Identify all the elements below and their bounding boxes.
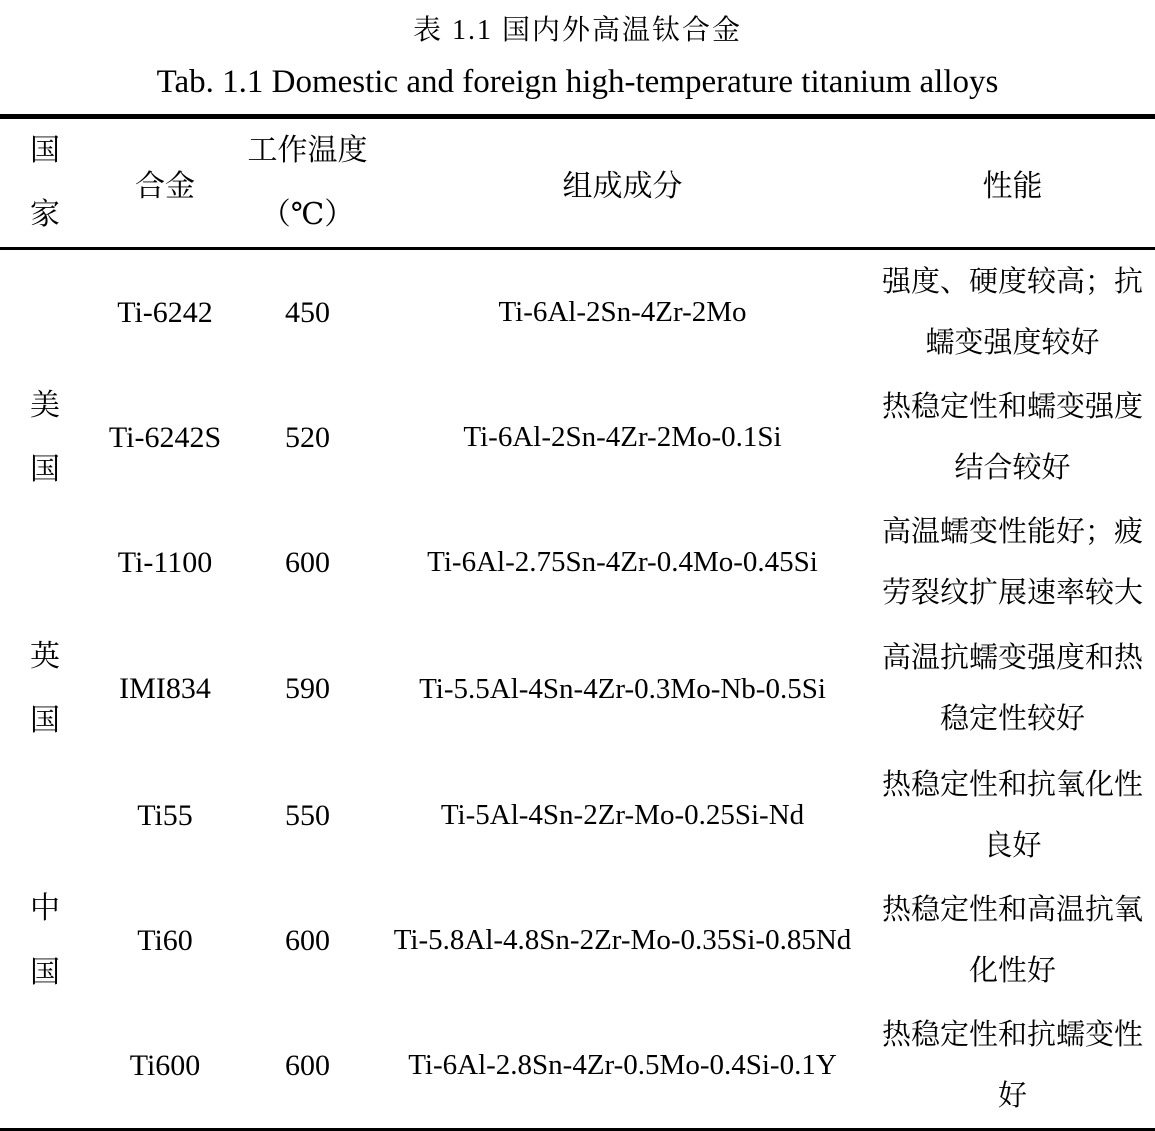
temperature-cell: 600 bbox=[285, 923, 330, 957]
header-row bbox=[0, 117, 1155, 249]
col-header-composition: 组成成分 bbox=[562, 170, 683, 203]
table-row bbox=[0, 500, 1155, 625]
performance-cell bbox=[870, 249, 1155, 376]
temperature-cell: 590 bbox=[285, 672, 330, 705]
country-cell bbox=[0, 753, 90, 1131]
performance-line1: 高温蠕变性能好；疲 bbox=[881, 515, 1143, 548]
performance-cell bbox=[870, 500, 1155, 625]
composition-cell: Ti-5.5Al-4Sn-4Zr-0.3Mo-Nb-0.5Si bbox=[419, 672, 826, 705]
performance-line1: 强度、硬度较高；抗 bbox=[881, 265, 1143, 298]
col-header-temperature-line1: 工作温度 bbox=[247, 134, 368, 167]
performance-line2: 化性好 bbox=[968, 954, 1056, 987]
performance-line1: 热稳定性和高温抗氧 bbox=[881, 893, 1143, 926]
alloy-cell: Ti60 bbox=[137, 923, 193, 957]
alloy-cell: Ti600 bbox=[129, 1048, 201, 1082]
composition-cell: Ti-5.8Al-4.8Sn-2Zr-Mo-0.35Si-0.85Nd bbox=[393, 924, 852, 956]
alloy-cell: Ti-6242 bbox=[117, 295, 213, 329]
performance-cell bbox=[870, 625, 1155, 753]
table-caption-en: Tab. 1.1 Domestic and foreign high-temperature titanium alloys bbox=[156, 64, 999, 100]
temperature-cell: 600 bbox=[285, 1048, 330, 1082]
composition-cell: Ti-6Al-2Sn-4Zr-2Mo bbox=[498, 296, 747, 328]
performance-line1: 高温抗蠕变强度和热 bbox=[881, 642, 1143, 674]
composition-cell: Ti-6Al-2.8Sn-4Zr-0.5Mo-0.4Si-0.1Y bbox=[408, 1049, 837, 1081]
country-cell bbox=[0, 249, 90, 626]
temperature-cell: 600 bbox=[285, 545, 330, 579]
performance-line2: 结合较好 bbox=[954, 451, 1071, 484]
performance-cell bbox=[870, 1003, 1155, 1131]
temperature-cell: 550 bbox=[285, 798, 330, 832]
table-row bbox=[0, 753, 1155, 878]
temperature-cell: 520 bbox=[285, 420, 330, 454]
col-header-temperature bbox=[240, 117, 375, 249]
performance-line2: 好 bbox=[997, 1079, 1027, 1112]
performance-line2: 良好 bbox=[983, 829, 1042, 862]
temperature-cell: 450 bbox=[285, 295, 330, 329]
alloy-cell: Ti-1100 bbox=[117, 545, 213, 579]
table-row bbox=[0, 375, 1155, 500]
col-header-performance: 性能 bbox=[982, 170, 1043, 203]
country-label: 中国 bbox=[30, 891, 60, 989]
performance-line2: 劳裂纹扩展速率较大 bbox=[881, 576, 1143, 609]
country-label: 英国 bbox=[30, 640, 60, 737]
col-header-country bbox=[0, 117, 90, 249]
alloy-cell: Ti55 bbox=[137, 798, 193, 832]
performance-line2: 稳定性较好 bbox=[939, 703, 1085, 735]
table-row bbox=[0, 1003, 1155, 1131]
performance-cell bbox=[870, 375, 1155, 500]
performance-line1: 热稳定性和蠕变强度 bbox=[881, 390, 1143, 423]
country-cell bbox=[0, 625, 90, 753]
table-row bbox=[0, 625, 1155, 753]
table-caption-zh: 表 1.1 国内外高温钛合金 bbox=[412, 15, 742, 46]
composition-cell: Ti-5Al-4Sn-2Zr-Mo-0.25Si-Nd bbox=[440, 799, 805, 831]
alloy-table bbox=[0, 114, 1155, 1131]
col-header-alloy: 合金 bbox=[135, 170, 195, 203]
performance-line2: 蠕变强度较好 bbox=[925, 326, 1100, 359]
col-header-country-label: 国家 bbox=[30, 134, 60, 231]
composition-cell: Ti-6Al-2.75Sn-4Zr-0.4Mo-0.45Si bbox=[427, 546, 818, 578]
composition-cell: Ti-6Al-2Sn-4Zr-2Mo-0.1Si bbox=[463, 421, 782, 453]
performance-line1: 热稳定性和抗蠕变性 bbox=[881, 1018, 1143, 1051]
country-label: 美国 bbox=[30, 388, 60, 486]
performance-cell bbox=[870, 878, 1155, 1003]
table-row bbox=[0, 249, 1155, 376]
performance-line1: 热稳定性和抗氧化性 bbox=[881, 768, 1143, 801]
col-header-temperature-line2: （℃） bbox=[260, 198, 355, 231]
table-row bbox=[0, 878, 1155, 1003]
performance-cell bbox=[870, 753, 1155, 878]
alloy-cell: Ti-6242S bbox=[108, 420, 222, 454]
alloy-cell: IMI834 bbox=[119, 672, 211, 705]
